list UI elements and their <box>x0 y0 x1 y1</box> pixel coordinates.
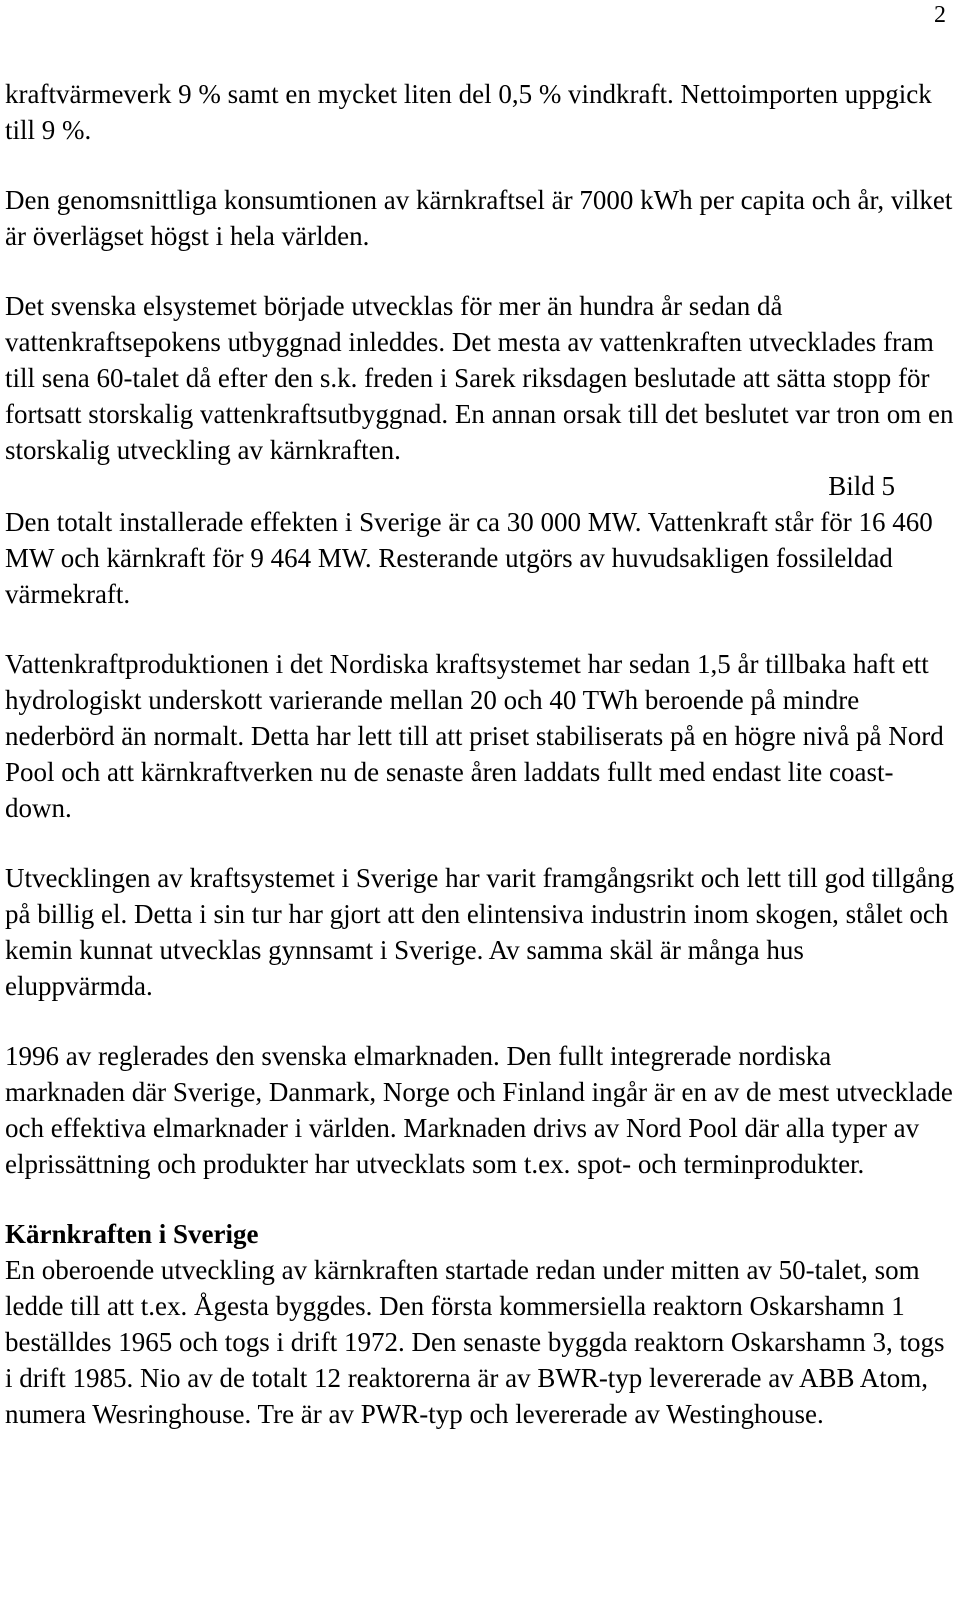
figure-reference: Bild 5 <box>828 471 895 501</box>
page-number: 2 <box>934 2 946 28</box>
paragraph-hydro-deficit: Vattenkraftproduktionen i det Nordiska kraftsystemet har sedan 1,5 år tillbaka haft ett hydrologiskt underskott varierande mellan 20 och 40 TWh beroende på mindre nederbörd än normalt. Detta har lett till att priset stabiliserats på en högre nivå på Nord Pool och att kärnkraftverken nu de senaste åren laddats fullt med endast lite coast-down. <box>5 649 944 823</box>
paragraph-installed-capacity: Den totalt installerade effekten i Sverige är ca 30 000 MW. Vattenkraft står för 16 460 MW och kärnkraft för 9 464 MW. Resterande utgörs av huvudsakligen fossileldad värmekraft. <box>5 507 933 609</box>
section-heading: Kärnkraften i Sverige <box>5 1219 259 1249</box>
paragraph-import: kraftvärmeverk 9 % samt en mycket liten del 0,5 % vindkraft. Nettoimporten uppgick till 9 %. <box>5 79 932 145</box>
paragraph-nuclear: En oberoende utveckling av kärnkraften startade redan under mitten av 50-talet, som ledde till att t.ex. Ågesta byggdes. Den första kommersiella reaktorn Oskarshamn 1 beställdes 1965 och togs i drift 1972. Den senaste byggda reaktorn Oskarshamn 3, togs i drift 1985. Nio av de totalt 12 reaktorerna är av BWR-typ levererade av ABB Atom, numera Wesringhouse. Tre är av PWR-typ och levererade av Westinghouse. <box>5 1255 945 1429</box>
document-body <box>5 76 955 1432</box>
paragraph-history: Det svenska elsystemet började utvecklas för mer än hundra år sedan då vattenkraftsepokens utbyggnad inleddes. Det mesta av vattenkraften utvecklades fram till sena 60-talet då efter den s.k. freden i Sarek riksdagen beslutade att sätta stopp för fortsatt storskalig vattenkraftsutbyggnad. En annan orsak till det beslutet var tron om en storskalig utveckling av kärnkraften. <box>5 291 954 465</box>
paragraph-market: 1996 av reglerades den svenska elmarknaden. Den fullt integrerade nordiska marknaden där Sverige, Danmark, Norge och Finland ingår är en av de mest utvecklade och effektiva elmarknader i världen. Marknaden drivs av Nord Pool där alla typer av elprissättning och produkter har utvecklats som t.ex. spot- och terminprodukter. <box>5 1041 953 1179</box>
paragraph-consumption: Den genomsnittliga konsumtionen av kärnkraftsel är 7000 kWh per capita och år, vilket är överlägset högst i hela världen. <box>5 185 953 251</box>
paragraph-development: Utvecklingen av kraftsystemet i Sverige har varit framgångsrikt och lett till god tillgång på billig el. Detta i sin tur har gjort att den elintensiva industrin inom skogen, stålet och kemin kunnat utvecklas gynnsamt i Sverige. Av samma skäl är många hus eluppvärmda. <box>5 863 955 1001</box>
